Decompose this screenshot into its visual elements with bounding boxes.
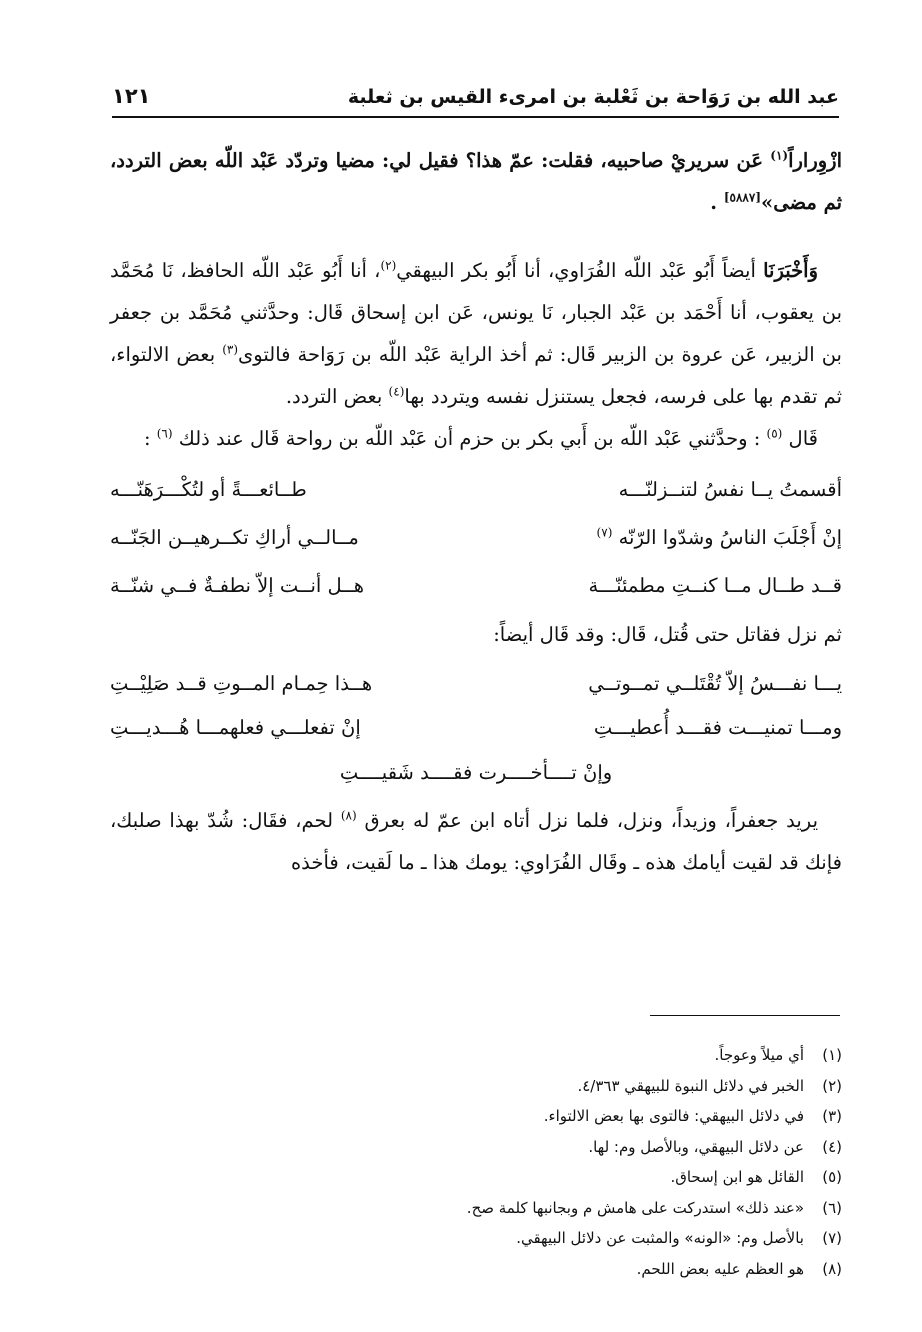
footnote-separator (650, 1015, 840, 1016)
footnotes (110, 1040, 842, 1284)
paragraph-5 (110, 800, 842, 884)
paragraph-2 (110, 250, 842, 418)
footnote-text: أي ميلاً وعوجاً. (714, 1046, 804, 1064)
footnote-ref: (٧) (596, 525, 613, 540)
poem-verse (110, 514, 842, 562)
page-number: ١٢١ (112, 84, 151, 108)
text-span: بعض التردد. (285, 385, 389, 408)
footnote-text: عن دلائل البيهقي، وبالأصل وم: لها. (588, 1137, 804, 1156)
footnote-text: القائل هو ابن إسحاق. (670, 1168, 804, 1186)
footnote (110, 1040, 842, 1071)
text-span: يريد جعفراً، وزيداً، ونزل، فلما نزل أتاه ابن عمّ له بعرق (356, 809, 818, 832)
hadith-number: [٥٨٨٧] (723, 190, 761, 205)
verse-first-hemistich (512, 514, 842, 562)
poem-1 (110, 466, 842, 610)
footnote-ref: (٨) (340, 808, 357, 823)
verse-first-hemistich: أقسمتُ يــا نفسُ لتنــزلنّـــه (618, 478, 842, 501)
footnote-number: (٨) (822, 1259, 842, 1278)
poem-verse (110, 466, 842, 514)
footnote (110, 1071, 842, 1102)
footnote (110, 1101, 842, 1132)
footnote-number: (٢) (822, 1076, 842, 1095)
text-span: قَال (782, 427, 818, 450)
footnote-text: «عند ذلك» استدركت على هامش م وبجانبها كلمة صح. (466, 1198, 804, 1217)
footnote-text: الخبر في دلائل النبوة للبيهقي ٤/٣٦٣. (577, 1076, 804, 1095)
footnote-ref: (٢) (380, 258, 397, 273)
main-text (110, 140, 842, 884)
verse-first-hemistich: قــد طــال مــا كنــتِ مطمئنّـــة (588, 574, 842, 597)
footnote (110, 1223, 842, 1254)
paragraph-4: ثم نزل فقاتل حتى قُتل، قَال: وقد قَال أيضاً: (493, 623, 842, 646)
footnote-ref: (١) (770, 148, 789, 163)
verse-second-hemistich: هــل أنــت إلاّ نطفـةٌ فــي شنّــة (110, 574, 364, 597)
text-span: ، أنا أَبُو عَبْد اللّه الحافظ، نَا مُحَمَّد بن يعقوب، أنا أَحْمَد بن عَبْد الجبار، نَا يونس، عَن ابن إسحاق قَال: وحدَّثني مُحَمَّد بن جعفر بن الزبير، عَن عروة بن الزبير قَال: ثم أخذ الراية عَبْد اللّه بن رَوَاحة فالتوى (110, 259, 842, 366)
footnote-number: (٣) (822, 1107, 842, 1125)
text-span: إنْ أَجْلَبَ الناسُ وشدّوا الرّنّه (618, 526, 842, 549)
text-span: : وحدَّثني عَبْد اللّه بن أَبي بكر بن حزم أن عَبْد اللّه بن رواحة قَال عند ذلك (172, 427, 767, 450)
poem-2 (110, 662, 842, 796)
page-header (112, 80, 839, 118)
footnote-number: (٦) (822, 1198, 842, 1217)
verse-second-hemistich: مــالــي أراكِ تكــرهيــن الجَنّــه (110, 526, 359, 549)
text-span: عَن سريريْ صاحبيه، فقلت: عمّ هذا؟ فقيل لي: مضيا وتردّد عَبْد اللّه بعض التردد، ثم مضى» (110, 149, 842, 214)
footnote-ref: (٣) (222, 342, 239, 357)
footnote (110, 1162, 842, 1193)
text-span: أيضاً أَبُو عَبْد اللّه الفُرَاوي، أنا أَبُو بكر البيهقي (396, 259, 764, 282)
footnote (110, 1254, 842, 1285)
footnote-ref: (٥) (766, 426, 783, 441)
poem-verse (110, 562, 842, 610)
verse-second-hemistich: إنْ تفعلـــي فعلهمـــا هُـــديـــتِ (110, 716, 361, 739)
paragraph-3 (110, 418, 842, 460)
footnote-number: (٤) (822, 1137, 842, 1156)
text-span: : (143, 427, 157, 450)
footnote-number: (١) (822, 1046, 842, 1064)
text-span: لحم، فقَال: شُدّ بهذا صلبك، فإنك قد لقيت أيامك هذه ـ وقَال الفُرَاوي: يومك هذا ـ ما لَقيت، فأخذه (110, 809, 842, 874)
footnote-ref: (٤) (388, 384, 405, 399)
footnote (110, 1193, 842, 1224)
footnote-number: (٥) (822, 1168, 842, 1186)
paragraph-gap (110, 224, 842, 250)
running-title: عبد الله بن رَوَاحة بن ثَعْلبة بن امرىء القيس بن ثعلبة (347, 86, 839, 108)
poem-verse (110, 662, 842, 706)
footnote-text: هو العظم عليه بعض اللحم. (636, 1259, 804, 1278)
verse-second-hemistich: طــائعـــةً أو لتُكْـــرَهَنّـــه (110, 478, 307, 501)
footnote-text: بالأصل وم: «الونه» والمثبت عن دلائل البيهقي. (516, 1229, 804, 1247)
paragraph-1 (110, 140, 842, 224)
text-span: ازْوِراراً (788, 149, 842, 172)
poem-single-verse: وإنْ تــــأخــــرت فقــــد شَقيــــتِ (339, 761, 613, 784)
footnote-ref: (٦) (156, 426, 173, 441)
footnote (110, 1132, 842, 1163)
verse-second-hemistich: هــذا حِمـام المــوتِ قــد صَلِيْــتِ (110, 672, 373, 695)
footnote-number: (٧) (822, 1229, 842, 1247)
text-span: . (710, 191, 724, 214)
paragraph-opening: وَأَخْبَرَنَا (763, 259, 818, 282)
verse-first-hemistich: يـــا نفـــسُ إلاّ تُقْتَلــي تمــوتــي (588, 672, 842, 695)
text-span: بعض الالتواء، ثم تقدم بها على فرسه، فجعل يستنزل نفسه ويتردد بها (110, 343, 842, 408)
footnote-text: في دلائل البيهقي: فالتوى بها بعض الالتواء. (543, 1107, 804, 1125)
poem-verse (110, 706, 842, 750)
verse-first-hemistich: ومـــا تمنيـــت فقـــد أُعطيـــتِ (593, 716, 842, 739)
